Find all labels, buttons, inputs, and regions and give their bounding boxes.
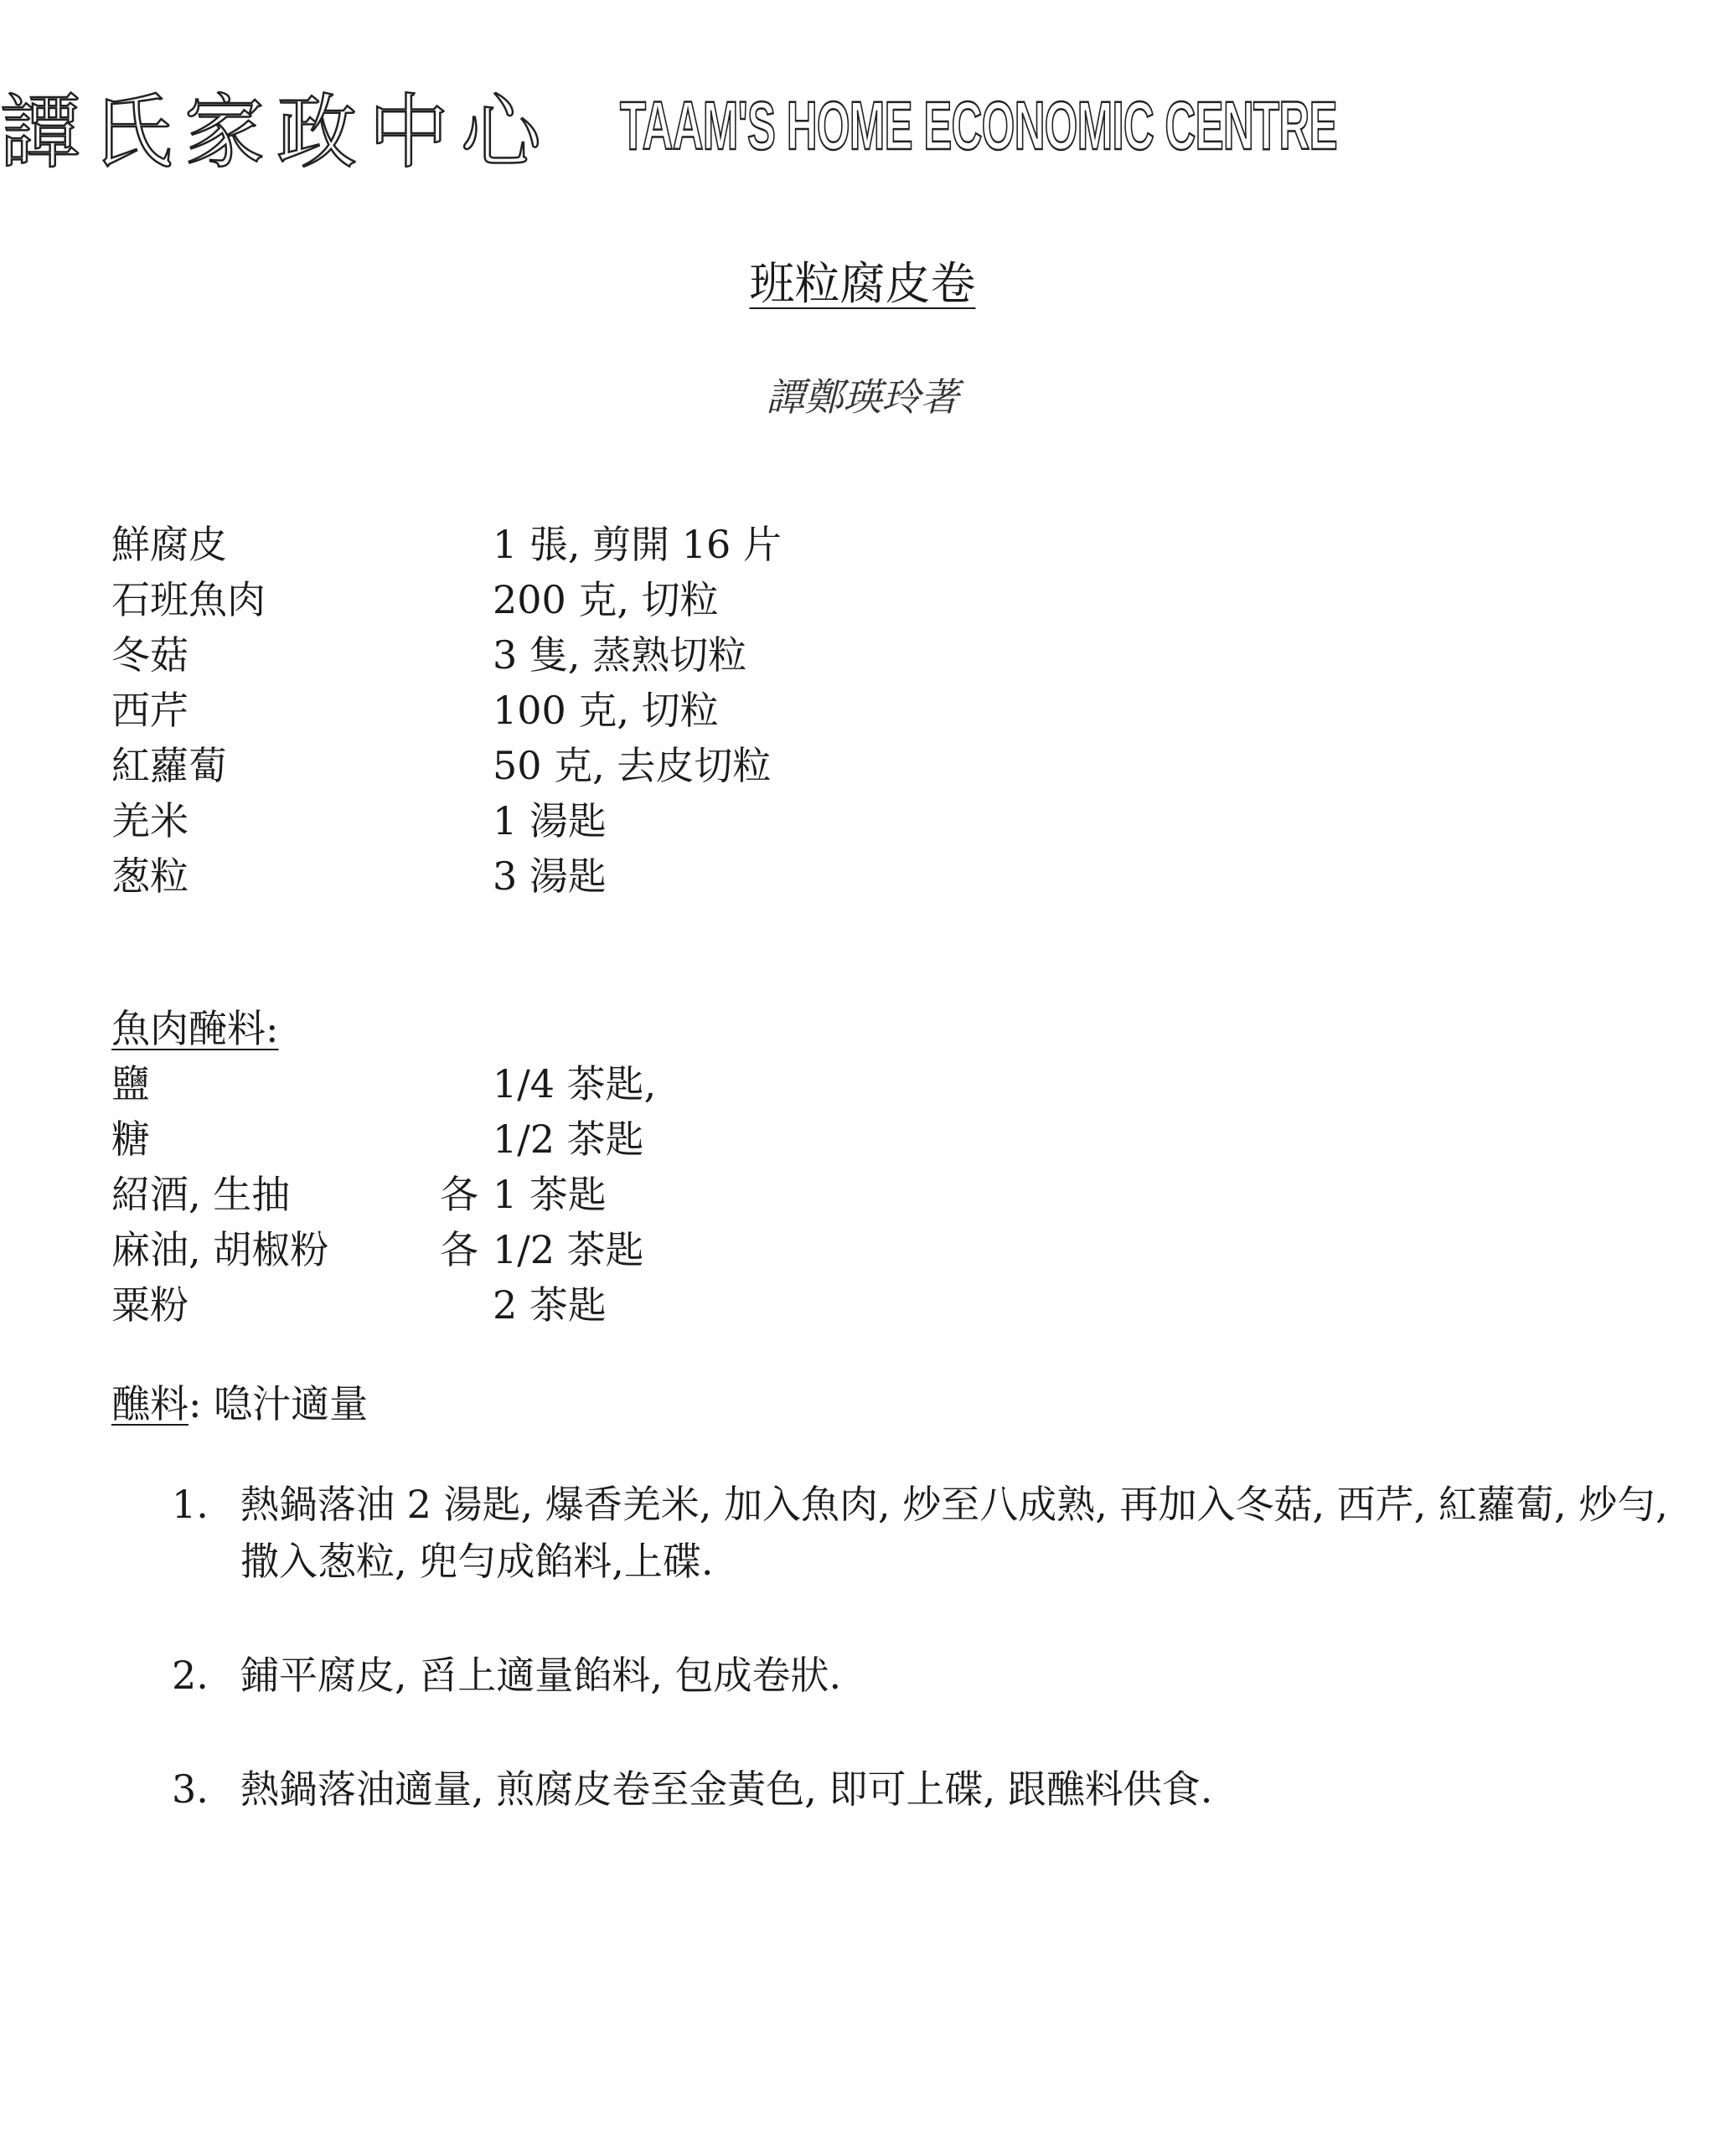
marinade-name: 鹽 <box>111 1061 150 1106</box>
method-step <box>172 1761 1671 1818</box>
ingredient-row <box>111 680 1117 735</box>
method-step <box>172 1647 1671 1704</box>
marinade-amount: 1/4 茶匙, <box>493 1061 657 1106</box>
marinade-amount: 2 茶匙 <box>493 1282 607 1328</box>
method-steps <box>172 1476 1671 1875</box>
step-number: 2. <box>172 1653 209 1698</box>
ingredient-name: 羌米 <box>111 798 189 843</box>
ingredient-amount: 1 湯匙 <box>493 798 607 843</box>
centre-english-name: TAAM'S HOME ECONOMIC CENTRE <box>620 87 1337 164</box>
marinade-each: 各 <box>440 1172 478 1217</box>
ingredient-name: 紅蘿蔔 <box>111 743 227 788</box>
step-text: 鋪平腐皮, 舀上適量餡料, 包成卷狀. <box>240 1653 842 1698</box>
ingredient-row <box>111 570 1117 625</box>
marinade-section <box>111 998 1117 1330</box>
marinade-row <box>111 1109 1117 1164</box>
marinade-heading-wrap <box>111 998 1117 1054</box>
marinade-row <box>111 1220 1117 1275</box>
ingredient-name: 石班魚肉 <box>111 577 266 622</box>
marinade-name: 麻油, 胡椒粉 <box>111 1227 329 1272</box>
centre-chinese-name: 譚氏家政中心 <box>0 85 553 179</box>
ingredient-row <box>111 735 1117 791</box>
ingredient-amount: 3 湯匙 <box>493 854 607 899</box>
ingredient-row <box>111 514 1117 570</box>
step-number: 3. <box>172 1767 209 1812</box>
ingredient-name: 冬菇 <box>111 632 189 678</box>
ingredient-row <box>111 846 1117 901</box>
ingredient-amount: 50 克, 去皮切粒 <box>493 743 772 788</box>
step-text: 熱鍋落油適量, 煎腐皮卷至金黃色, 即可上碟, 跟醮料供食. <box>240 1767 1213 1812</box>
ingredient-name: 西芹 <box>111 688 189 733</box>
ingredient-name: 葱粒 <box>111 854 189 899</box>
marinade-heading: 魚肉醃料: <box>111 1006 279 1051</box>
method-step <box>172 1476 1671 1590</box>
marinade-each: 各 <box>440 1227 478 1272</box>
recipe-title: 班粒腐皮卷 <box>749 257 976 310</box>
marinade-row <box>111 1054 1117 1109</box>
dipping-sauce-label: 醮料 <box>111 1381 189 1426</box>
ingredient-row <box>111 791 1117 846</box>
marinade-name: 粟粉 <box>111 1282 189 1328</box>
ingredient-amount: 1 張, 剪開 16 片 <box>493 522 782 567</box>
marinade-row <box>111 1164 1117 1220</box>
step-text: 熱鍋落油 2 湯匙, 爆香羌米, 加入魚肉, 炒至八成熟, 再加入冬菇, 西芹, 紅蘿蔔, 炒勻, 撒入葱粒, 兜勻成餡料,上碟. <box>240 1482 1668 1584</box>
marinade-name: 糖 <box>111 1117 150 1162</box>
ingredient-amount: 200 克, 切粒 <box>493 577 719 622</box>
marinade-amount: 1 茶匙 <box>493 1172 607 1217</box>
ingredient-amount: 3 隻, 蒸熟切粒 <box>493 632 747 678</box>
step-number: 1. <box>172 1482 209 1527</box>
dipping-sauce-line <box>111 1374 368 1429</box>
marinade-amount: 1/2 茶匙 <box>493 1227 644 1272</box>
ingredient-name: 鮮腐皮 <box>111 522 227 567</box>
recipe-title-wrap <box>0 248 1725 312</box>
marinade-amount: 1/2 茶匙 <box>493 1117 644 1162</box>
ingredient-amount: 100 克, 切粒 <box>493 688 719 733</box>
page-header <box>0 69 1725 183</box>
ingredients-list <box>111 514 1117 901</box>
marinade-name: 紹酒, 生抽 <box>111 1172 291 1217</box>
recipe-author: 譚鄭瑛玲著 <box>766 374 959 420</box>
ingredient-row <box>111 625 1117 680</box>
dipping-sauce-value: : 喼汁適量 <box>189 1381 369 1426</box>
marinade-row <box>111 1275 1117 1330</box>
